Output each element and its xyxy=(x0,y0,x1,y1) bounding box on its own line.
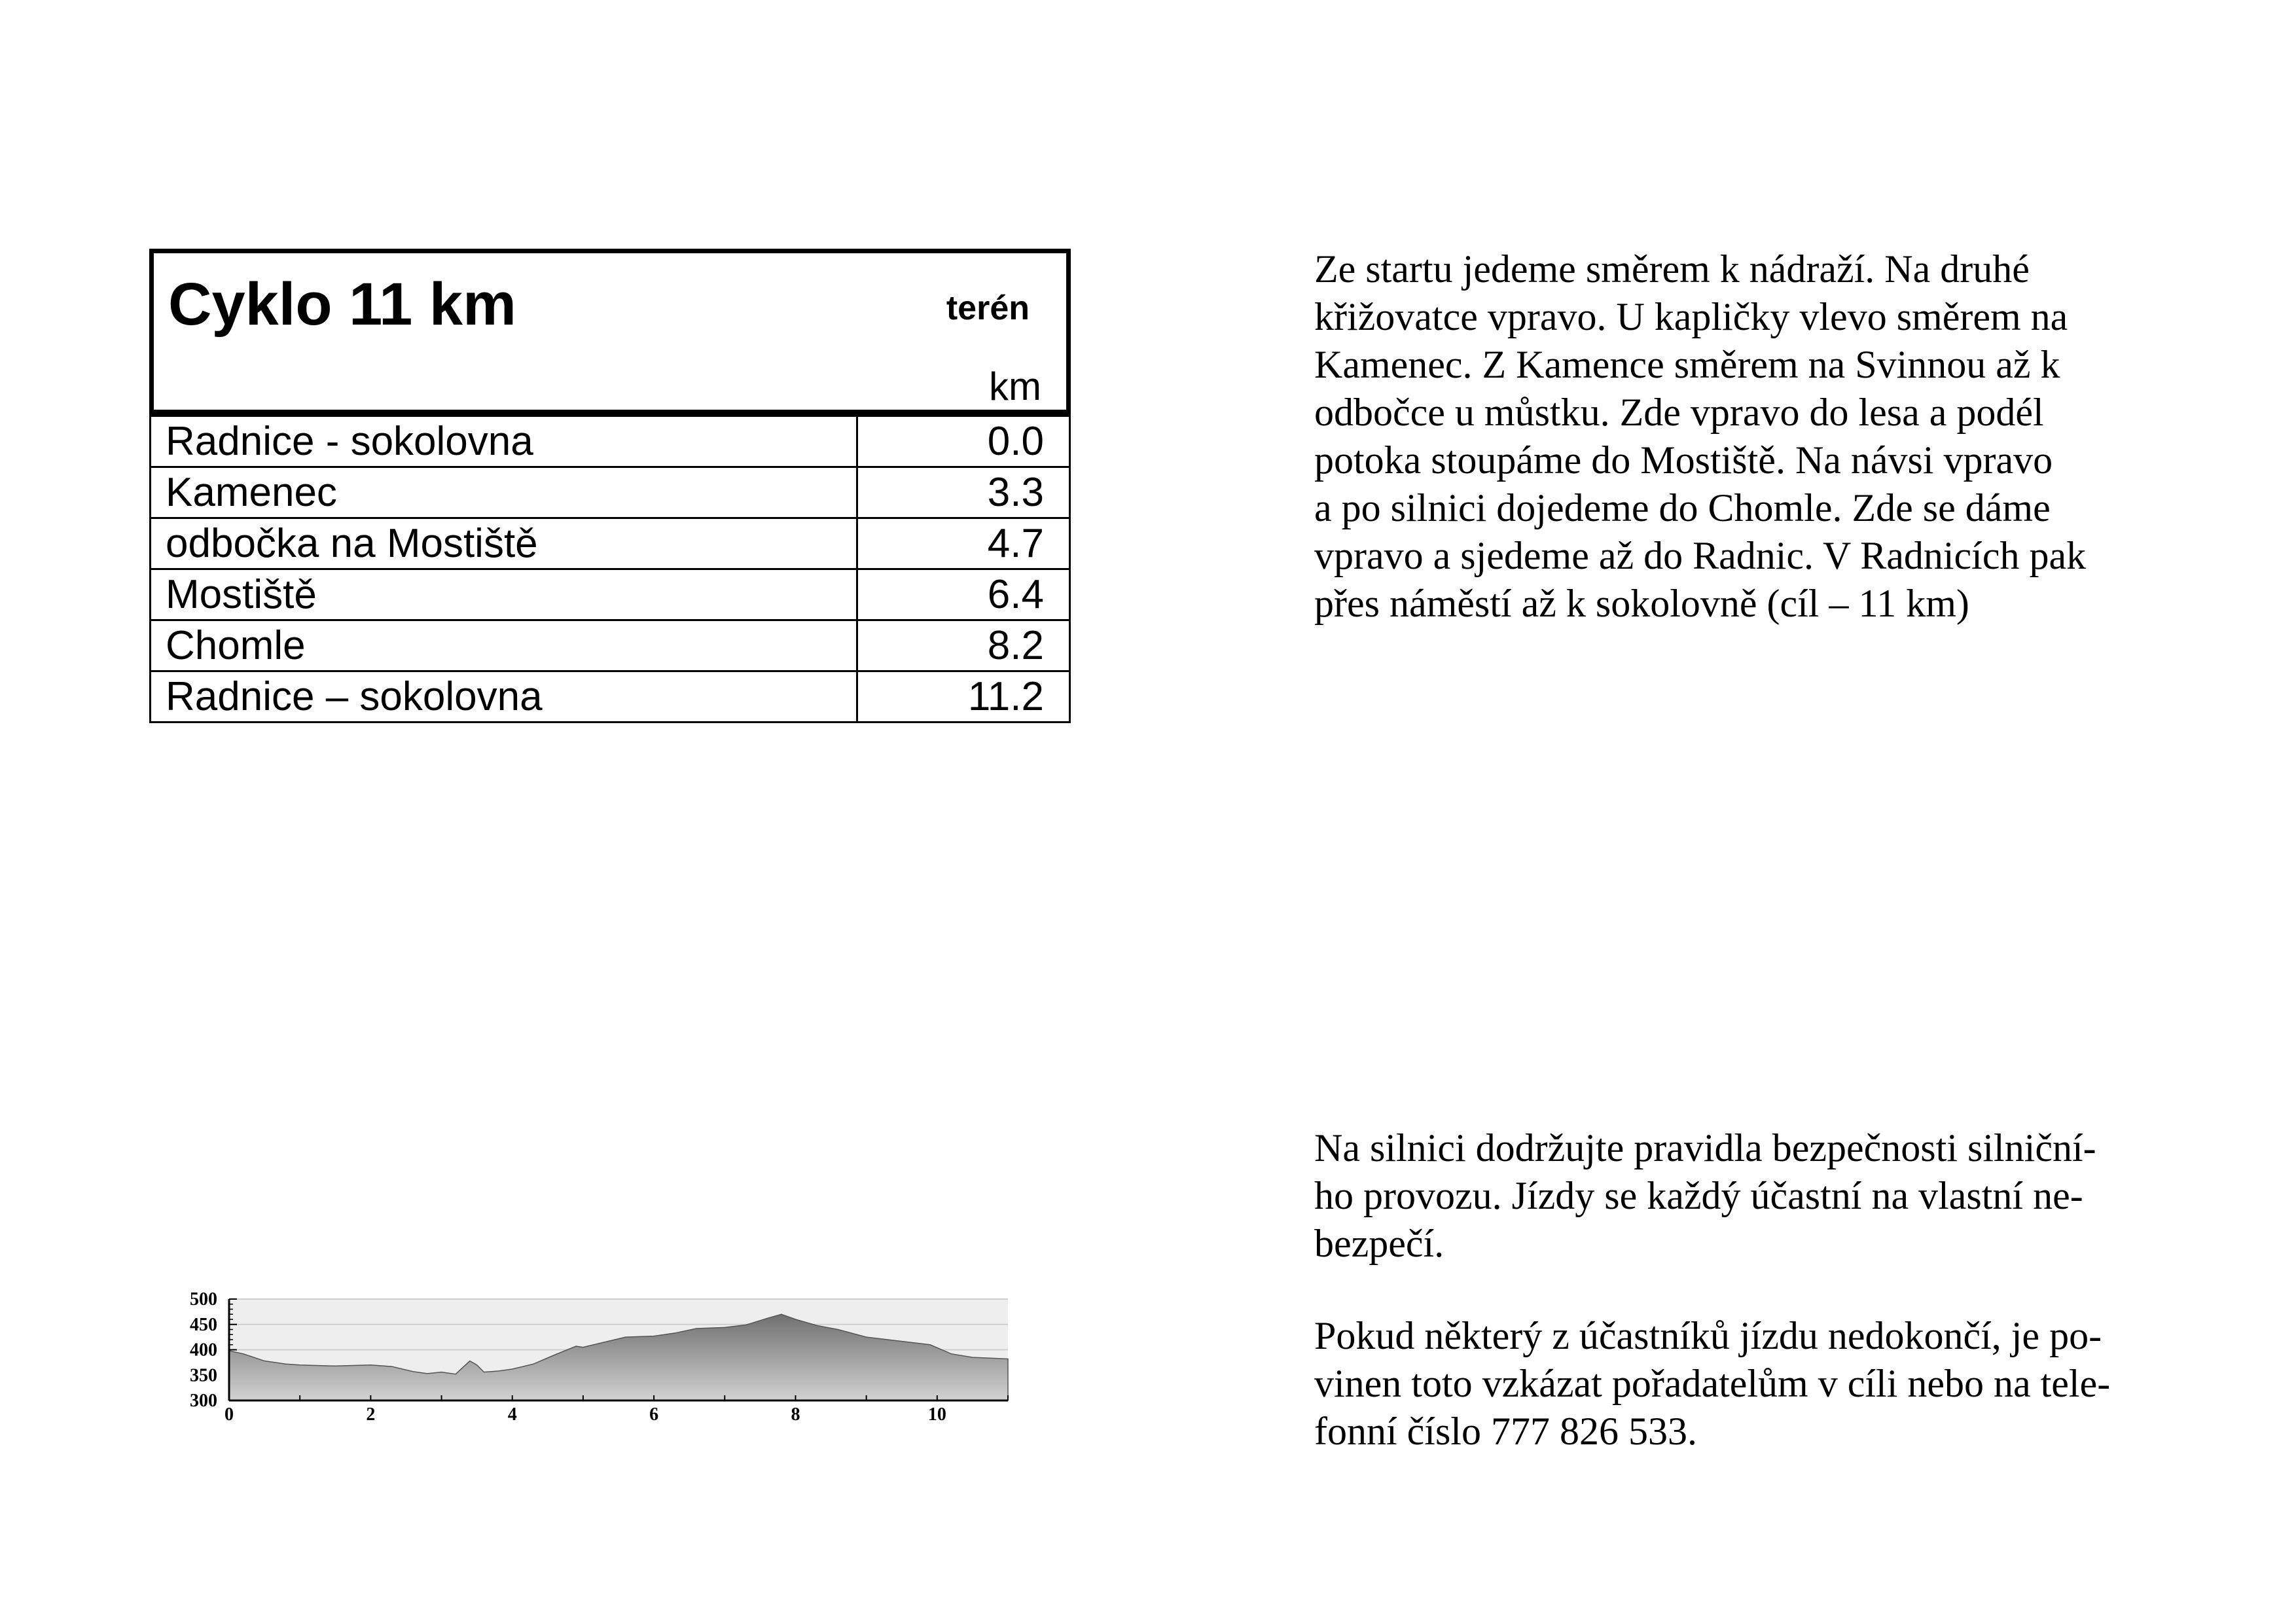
waypoint-km: 8.2 xyxy=(857,620,1070,671)
y-tick-label: 350 xyxy=(190,1365,217,1386)
waypoint-name: Kamenec xyxy=(151,467,857,518)
x-tick-label: 0 xyxy=(224,1404,234,1425)
safety-line: Na silnici dodržujte pravidla bezpečnosti silniční- xyxy=(1314,1126,2096,1169)
waypoint-name: Radnice – sokolovna xyxy=(151,671,857,722)
safety-line: ho provozu. Jízdy se každý účastní na vlastní ne- xyxy=(1314,1174,2083,1217)
waypoint-name: Chomle xyxy=(151,620,857,671)
table-row xyxy=(151,569,1070,620)
elevation-profile-chart xyxy=(160,1293,1024,1430)
route-table-header xyxy=(149,249,1071,415)
contact-line: Pokud některý z účastníků jízdu nedokončí, je po- xyxy=(1314,1314,2102,1357)
table-row xyxy=(151,416,1070,467)
contact-notice xyxy=(1314,1312,2110,1455)
waypoint-km: 4.7 xyxy=(857,518,1070,569)
route-title: Cyklo 11 km xyxy=(168,271,516,338)
y-tick-label: 300 xyxy=(190,1391,217,1411)
x-tick-label: 4 xyxy=(507,1404,517,1425)
route-table-card xyxy=(149,249,1071,723)
x-tick-label: 8 xyxy=(791,1404,800,1425)
table-row xyxy=(151,620,1070,671)
safety-line: bezpečí. xyxy=(1314,1222,1444,1265)
route-description xyxy=(1314,245,2086,628)
contact-line: fonní číslo 777 826 533. xyxy=(1314,1410,1697,1453)
description-line: vpravo a sjedeme až do Radnic. V Radnicích pak xyxy=(1314,534,2087,577)
description-line: Kamenec. Z Kamence směrem na Svinnou až k xyxy=(1314,343,2060,386)
x-tick-label: 10 xyxy=(927,1404,946,1425)
x-tick-label: 6 xyxy=(649,1404,659,1425)
waypoint-km: 0.0 xyxy=(857,416,1070,467)
terrain-label: terén xyxy=(946,289,1030,327)
description-line: Ze startu jedeme směrem k nádraží. Na druhé xyxy=(1314,247,2030,291)
contact-line: vinen toto vzkázat pořadatelům v cíli nebo na tele- xyxy=(1314,1362,2111,1405)
waypoint-km: 11.2 xyxy=(857,671,1070,722)
km-column-label: km xyxy=(989,365,1041,408)
waypoint-name: odbočka na Mostiště xyxy=(151,518,857,569)
table-row xyxy=(151,467,1070,518)
waypoint-name: Mostiště xyxy=(151,569,857,620)
y-tick-label: 500 xyxy=(190,1293,217,1310)
description-line: křižovatce vpravo. U kapličky vlevo směrem na xyxy=(1314,295,2068,338)
description-line: a po silnici dojedeme do Chomle. Zde se dáme xyxy=(1314,486,2051,529)
waypoint-name: Radnice - sokolovna xyxy=(151,416,857,467)
table-row xyxy=(151,671,1070,722)
description-line: přes náměstí až k sokolovně (cíl – 11 km) xyxy=(1314,582,1969,625)
route-waypoints-table xyxy=(149,415,1071,723)
description-line: odbočce u můstku. Zde vpravo do lesa a podél xyxy=(1314,391,2044,434)
safety-notice xyxy=(1314,1124,2096,1268)
table-row xyxy=(151,518,1070,569)
waypoint-km: 3.3 xyxy=(857,467,1070,518)
y-tick-label: 450 xyxy=(190,1314,217,1335)
description-line: potoka stoupáme do Mostiště. Na návsi vpravo xyxy=(1314,438,2053,482)
y-tick-label: 400 xyxy=(190,1340,217,1361)
waypoint-km: 6.4 xyxy=(857,569,1070,620)
x-tick-label: 2 xyxy=(366,1404,376,1425)
